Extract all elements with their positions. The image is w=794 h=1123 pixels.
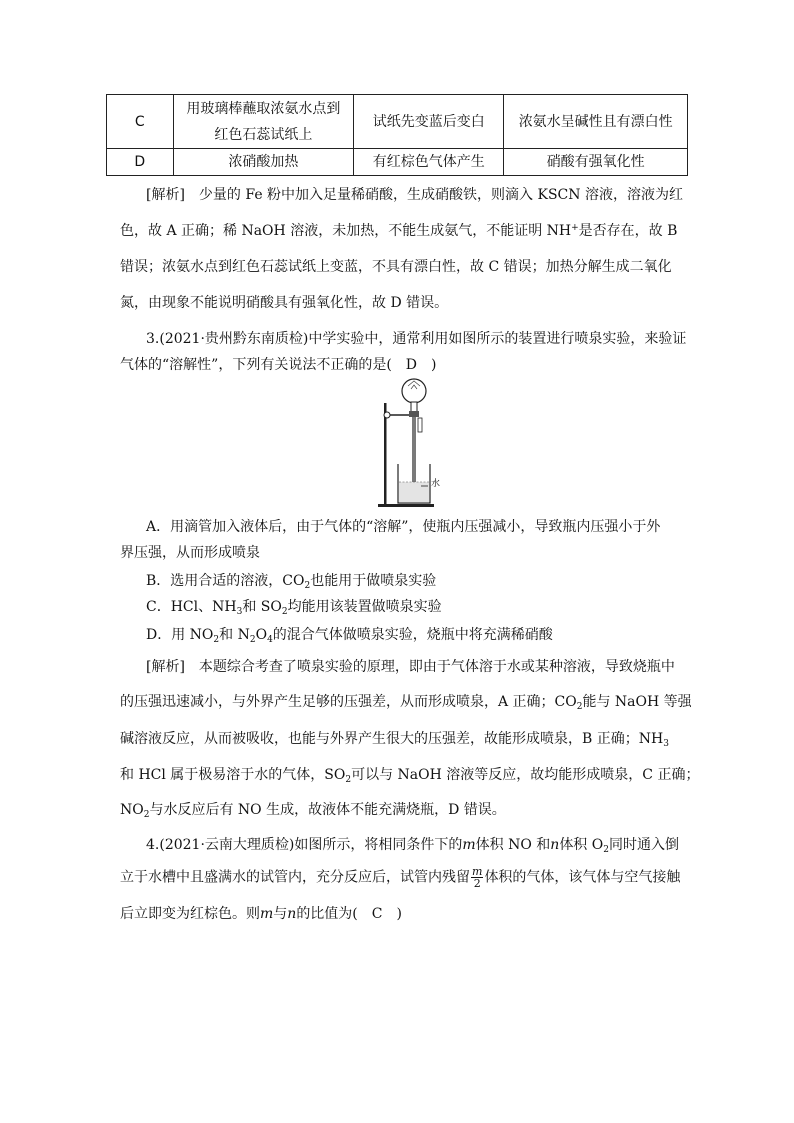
subscript: 3 xyxy=(236,607,243,617)
text-run: 和 N xyxy=(219,627,250,643)
text-run: 的混合气体做喷泉实验，烧瓶中将充满稀硝酸 xyxy=(272,627,553,643)
subscript: 3 xyxy=(663,739,669,749)
fountain-apparatus-figure xyxy=(376,378,436,508)
figure-label-water: 水 xyxy=(431,479,441,489)
dropper xyxy=(418,418,422,432)
text-run: D．用 NO xyxy=(146,627,214,643)
operation-line: 红色石蕊试纸上 xyxy=(214,126,313,143)
text-run: 同时通入倒 xyxy=(608,837,679,853)
table-cell-option: D xyxy=(107,149,174,176)
subscript: 4 xyxy=(267,635,273,645)
text-run: 和 HCl 属于极易溶于水的气体，SO xyxy=(120,767,346,783)
text-run: 均能用该装置做喷泉实验 xyxy=(287,599,442,615)
option-d xyxy=(146,624,553,644)
subscript: 2 xyxy=(213,635,220,645)
analysis-line: 错误；浓氨水点到红色石蕊试纸上变蓝，不具有漂白性，故 C 错误；加热分解生成二氧化 xyxy=(120,259,672,275)
stopper xyxy=(409,411,419,417)
text-run: C．HCl、NH xyxy=(146,599,237,615)
analysis-line xyxy=(120,220,677,240)
stand-base xyxy=(378,504,434,507)
text-run: 后立即变为红棕色。则 xyxy=(120,906,260,922)
operation-line: 用玻璃棒蘸取浓氨水点到 xyxy=(186,100,341,117)
analysis-line: [解析] 本题综合考查了喷泉实验的原理，即由于气体溶于水或某种溶液，导致烧瓶中 xyxy=(146,659,675,675)
table-row xyxy=(107,95,688,149)
text-run: 碱溶液反应，从而被吸收，也能与外界产生很大的压强差，故能形成喷泉，B 正确；NH xyxy=(120,731,664,747)
table-cell-conclusion: 浓氨水呈碱性且有漂白性 xyxy=(504,95,688,149)
question-line xyxy=(120,903,402,923)
text-run: 的压强迅速减小，与外界产生足够的压强差，从而形成喷泉，A 正确；CO xyxy=(120,694,577,710)
text-run: 是否存在，故 B xyxy=(578,223,678,239)
variable-m: m xyxy=(462,837,476,853)
superscript: + xyxy=(571,223,579,233)
option-b xyxy=(146,570,436,590)
analysis-line: [解析] 少量的 Fe 粉中加入足量稀硝酸，生成硝酸铁，则滴入 KSCN 溶液，溶液为红 xyxy=(146,187,683,203)
analysis-line xyxy=(120,728,669,748)
subscript: 2 xyxy=(576,702,583,712)
question-line xyxy=(120,866,680,889)
water xyxy=(399,482,429,503)
text-run: 与水反应后有 NO 生成，故液体不能充满烧瓶，D 错误。 xyxy=(149,802,506,818)
table-cell-phenomenon: 有红棕色气体产生 xyxy=(354,149,504,176)
text-run: 和 SO xyxy=(242,599,282,615)
variable-n: n xyxy=(550,837,560,853)
text-run: 能与 NaOH 等强 xyxy=(582,694,692,710)
text-run: NO xyxy=(120,802,144,818)
option-a-line: A．用滴管加入液体后，由于气体的“溶解”，使瓶内压强减小，导致瓶内压强小于外 xyxy=(146,519,661,535)
question-line: 3.(2021·贵州黔东南质检)中学实验中，通常利用如图所示的装置进行喷泉实验，来验证 xyxy=(146,331,687,347)
experiment-table xyxy=(106,94,688,176)
option-c xyxy=(146,596,442,616)
table-row xyxy=(107,149,688,176)
question-line xyxy=(146,834,679,854)
table-cell-conclusion: 硝酸有强氧化性 xyxy=(504,149,688,176)
text-run: 也能用于做喷泉实验 xyxy=(310,573,437,589)
text-run: 体积 O xyxy=(559,837,604,853)
subscript: 2 xyxy=(249,635,256,645)
option-a-line: 界压强，从而形成喷泉 xyxy=(120,545,260,561)
text-run: 立于水槽中且盛满水的试管内，充分反应后，试管内残留 xyxy=(120,869,470,886)
analysis-line: 氮，由现象不能说明硝酸具有强氧化性，故 D 错误。 xyxy=(120,295,449,311)
table-cell-operation: 浓硝酸加热 xyxy=(173,149,354,176)
table-cell-operation xyxy=(173,95,354,149)
analysis-line xyxy=(120,764,699,784)
variable-m: m xyxy=(260,906,274,922)
text-run: 与 xyxy=(273,906,288,922)
subscript: 2 xyxy=(143,810,150,820)
clamp-screw xyxy=(384,412,390,418)
text-run: 色，故 A 正确；稀 NaOH 溶液，未加热，不能生成氨气，不能证明 NH xyxy=(120,223,572,239)
question-line: 气体的“溶解性”，下列有关说法不正确的是( D ) xyxy=(120,357,437,373)
text-run: O xyxy=(255,627,268,643)
table-cell-phenomenon: 试纸先变蓝后变白 xyxy=(354,95,504,149)
fraction-m-over-2 xyxy=(471,866,483,889)
flask-neck xyxy=(411,402,417,412)
subscript: 2 xyxy=(603,845,609,855)
fraction-numerator: m xyxy=(472,865,483,878)
round-flask xyxy=(402,379,426,403)
variable-n: n xyxy=(287,906,297,922)
text-run: 体积的气体，该气体与空气接触 xyxy=(484,869,681,886)
table-cell-option: C xyxy=(107,95,174,149)
analysis-line xyxy=(120,691,692,711)
subscript: 2 xyxy=(304,581,311,591)
subscript: 2 xyxy=(345,775,352,785)
fraction-denominator: 2 xyxy=(473,877,481,890)
text-run: 体积 NO 和 xyxy=(475,837,551,853)
analysis-line xyxy=(120,799,506,819)
text-run: 4.(2021·云南大理质检)如图所示，将相同条件下的 xyxy=(146,837,463,853)
text-run: B．选用合适的溶液，CO xyxy=(146,573,305,589)
subscript: 2 xyxy=(281,607,288,617)
text-run: 可以与 NaOH 溶液等反应，故均能形成喷泉，C 正确； xyxy=(351,767,700,783)
text-run: 的比值为( C ) xyxy=(296,906,402,922)
